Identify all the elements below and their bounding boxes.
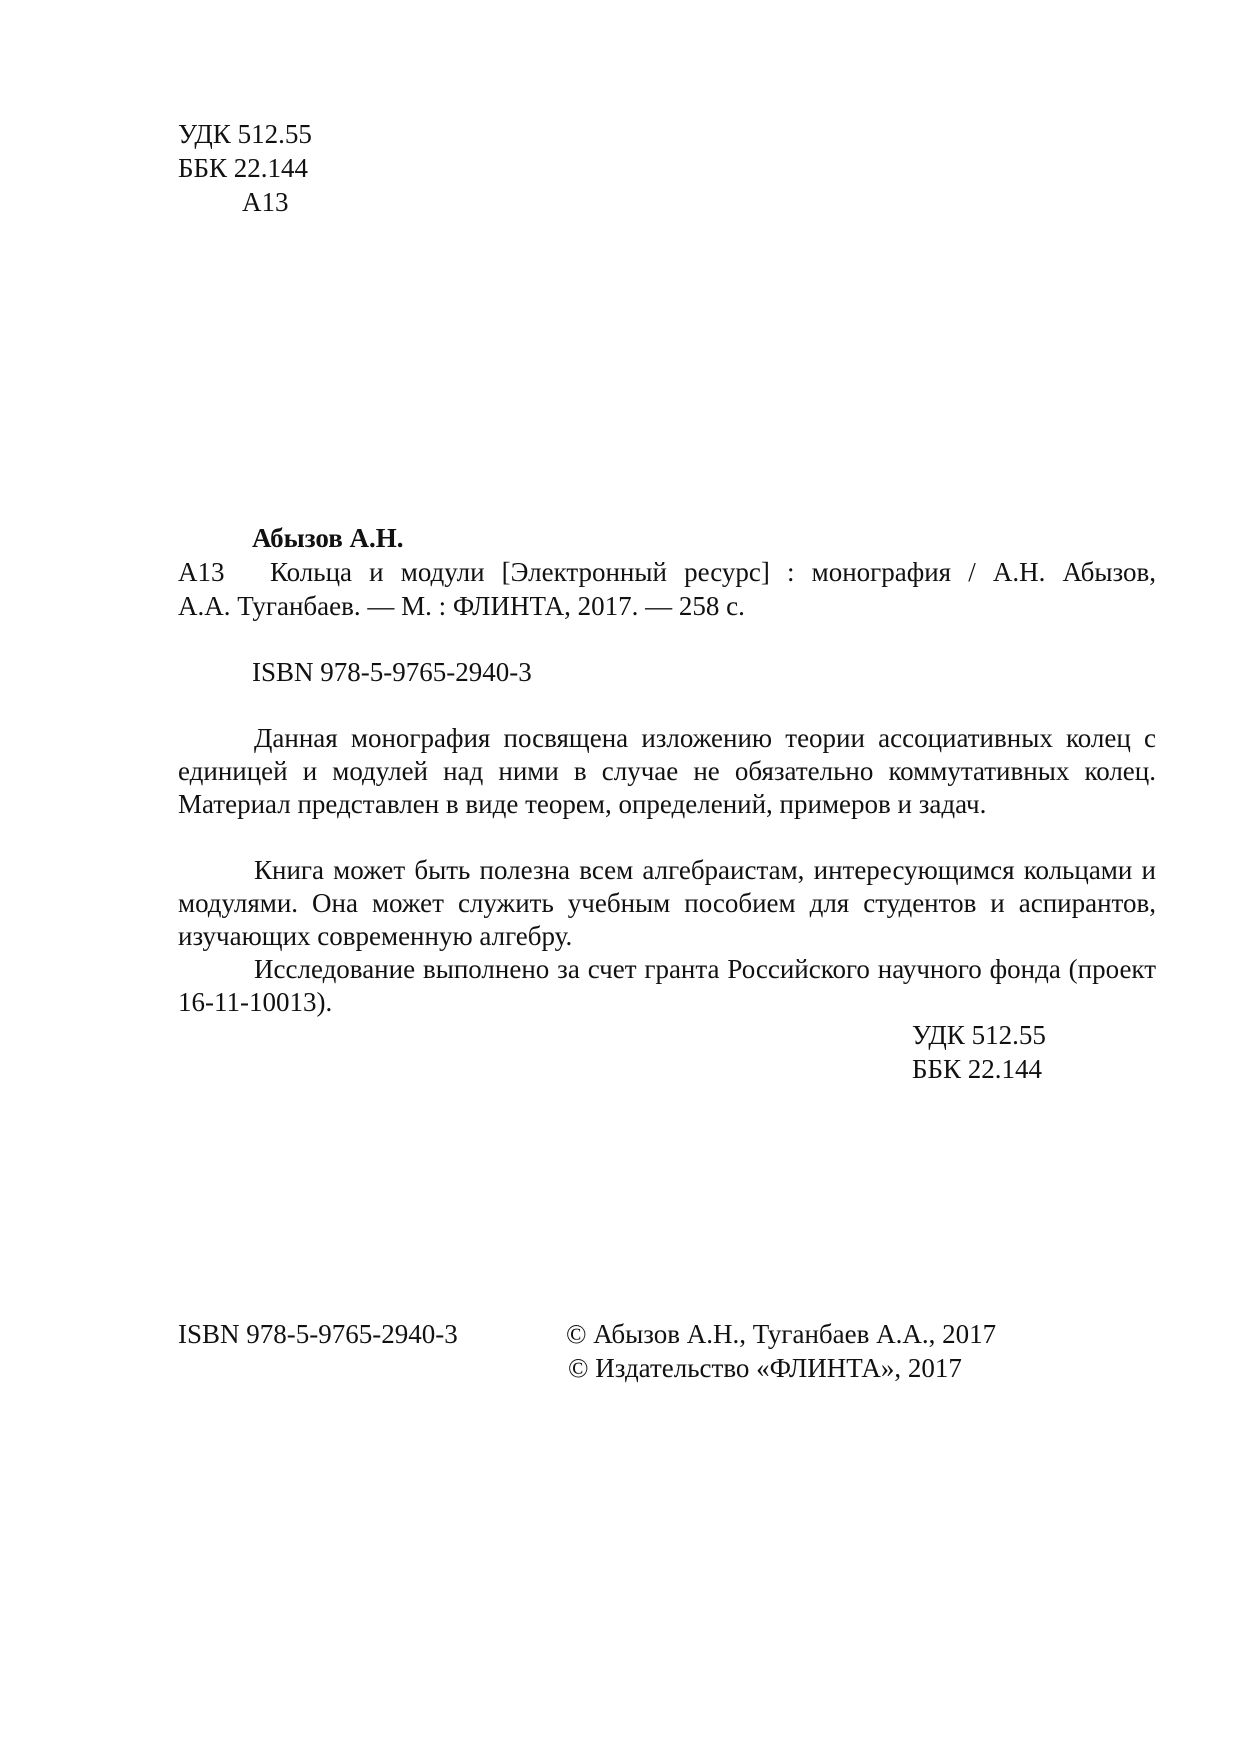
bbk-code-top: ББК 22.144 (178, 153, 309, 183)
copyright-authors: © Абызов А.Н., Туганбаев А.А., 2017 (566, 1319, 997, 1349)
footer-isbn: ISBN 978-5-9765-2940-3 (178, 1319, 458, 1349)
catalog-title-line: Кольца и модули [Электронный ресурс] : монография / А.Н. Абызов, (270, 557, 1156, 587)
annotation-paragraph-2: Книга может быть полезна всем алгебраистам, интересующимся кольцами и модулями. Она может служить учебным пособием для студентов и аспирантов, изучающих современную алгебру. (178, 855, 1156, 951)
copyright-publisher: © Издательство «ФЛИНТА», 2017 (568, 1353, 962, 1383)
annotation-paragraph-3: Исследование выполнено за счет гранта Российского научного фонда (проект 16-11-10013). (178, 954, 1156, 1017)
catalog-title-line-2: А.А. Туганбаев. — М. : ФЛИНТА, 2017. — 258 с. (178, 591, 745, 621)
bbk-code-bottom: ББК 22.144 (912, 1054, 1043, 1084)
catalog-mark: А13 (178, 557, 225, 587)
udk-code-top: УДК 512.55 (178, 119, 312, 149)
author-mark-top: А13 (242, 187, 289, 217)
catalog-isbn: ISBN 978-5-9765-2940-3 (252, 657, 532, 687)
udk-code-bottom: УДК 512.55 (912, 1020, 1046, 1050)
annotation-paragraph-1: Данная монография посвящена изложению теории ассоциативных колец с единицей и модулей над ними в случае не обязательно коммутативных колец. Материал представлен в виде теорем, определений, примеров и задач. (178, 723, 1156, 819)
catalog-author: Абызов А.Н. (252, 523, 404, 553)
